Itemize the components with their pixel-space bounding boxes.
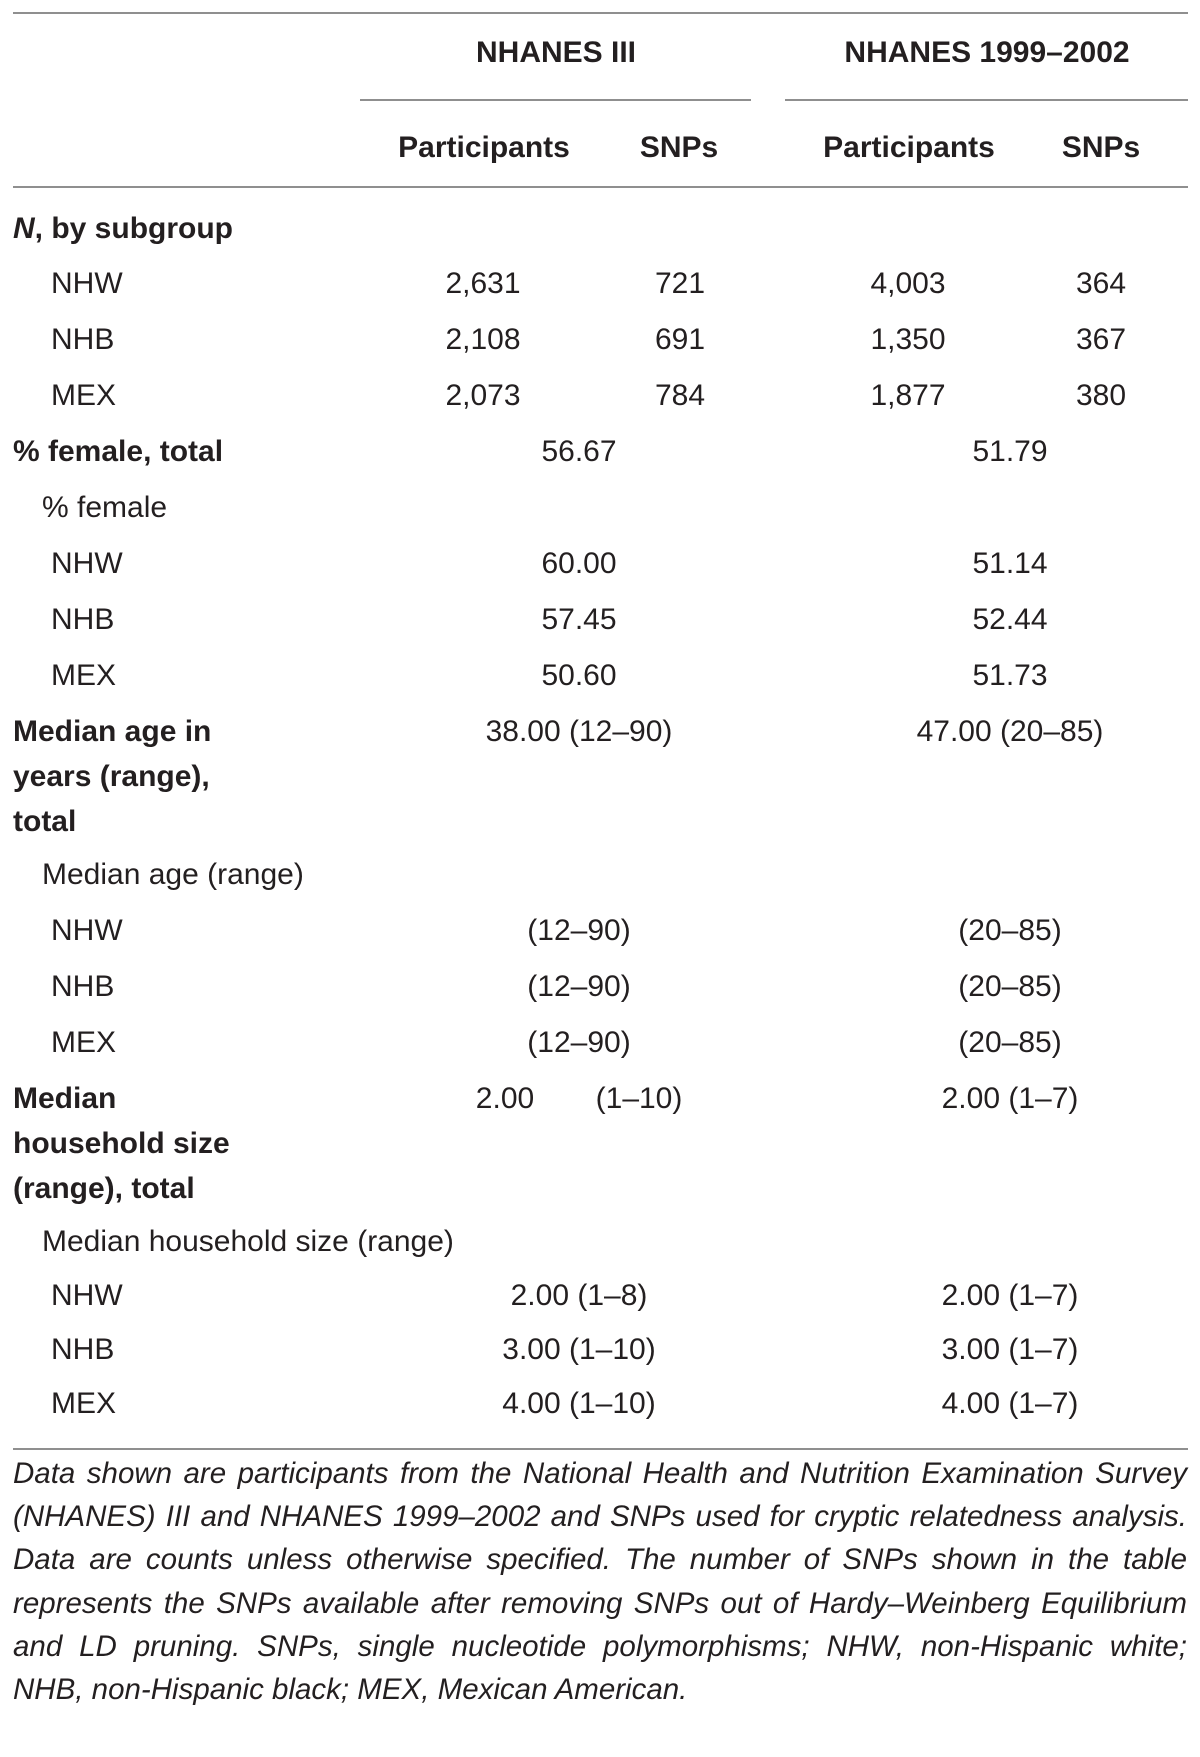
cell-participants-1: 2,108	[445, 323, 521, 356]
row-label: NHB	[51, 970, 115, 1003]
cell-participants-2: 1,350	[870, 323, 946, 356]
subsection-label-female: % female	[42, 491, 168, 524]
row-label: NHB	[51, 603, 115, 636]
section-label-household-line2: household size	[13, 1127, 230, 1160]
cell-nhanes-iii: (12–90)	[527, 970, 631, 1003]
section-label-median-age-line1: Median age in	[13, 715, 212, 748]
cell-snps-1: 691	[654, 323, 706, 356]
section-label-household-line1: Median	[13, 1082, 117, 1115]
cell-nhanes-1999-2002: 3.00 (1–7)	[941, 1333, 1079, 1366]
row-label: NHW	[51, 914, 123, 947]
cell-nhanes-1999-2002: (20–85)	[958, 970, 1062, 1003]
cell-nhanes-iii: 50.60	[541, 659, 617, 692]
cell-participants-1: 2,631	[445, 267, 521, 300]
row-label: NHW	[51, 547, 123, 580]
cell-snps-1: 784	[654, 379, 706, 412]
n-label-rest: , by subgroup	[34, 212, 233, 245]
subsection-label-household: Median household size (range)	[42, 1225, 454, 1258]
household-total-median-nhanes-iii: 2.00	[475, 1082, 535, 1115]
cell-nhanes-1999-2002: 2.00 (1–7)	[941, 1279, 1079, 1312]
group2-underline	[785, 99, 1188, 101]
column-group-nhanes-1999-2002: NHANES 1999–2002	[844, 36, 1130, 69]
row-label: NHB	[51, 1333, 115, 1366]
row-label: NHW	[51, 267, 123, 300]
bottom-rule	[13, 1448, 1188, 1450]
cell-nhanes-iii: (12–90)	[527, 914, 631, 947]
cell-nhanes-iii: 60.00	[541, 547, 617, 580]
cell-participants-2: 1,877	[870, 379, 946, 412]
column-header-participants-2: Participants	[823, 131, 995, 164]
household-total-nhanes-1999-2002: 2.00 (1–7)	[941, 1082, 1079, 1115]
female-total-nhanes-1999-2002: 51.79	[972, 435, 1048, 468]
table-footnote: Data shown are participants from the National Health and Nutrition Examination Survey (NHANES) III and NHANES 1999–2002 and SNPs used for cryptic relatedness analysis. Data are counts unless otherwise specified. The number of SNPs shown in the table represents the SNPs available after removing SNPs out of Hardy–Weinberg Equilibrium and LD pruning. SNPs, single nucleotide polymorphisms; NHW, non-Hispanic white; NHB, non-Hispanic black; MEX, Mexican American.	[13, 1457, 1187, 1707]
column-header-participants-1: Participants	[398, 131, 570, 164]
cell-nhanes-1999-2002: 51.14	[972, 547, 1048, 580]
group1-underline	[360, 99, 751, 101]
cell-nhanes-iii: 57.45	[541, 603, 617, 636]
n-italic: N	[13, 212, 35, 245]
cell-nhanes-1999-2002: (20–85)	[958, 1026, 1062, 1059]
column-group-nhanes-iii: NHANES III	[475, 36, 637, 69]
cell-snps-1: 721	[654, 267, 706, 300]
section-label-median-age-line2: years (range),	[13, 760, 210, 793]
cell-nhanes-1999-2002: 52.44	[972, 603, 1048, 636]
section-label-median-age-line3: total	[13, 805, 77, 838]
section-label-n-by-subgroup	[13, 212, 233, 246]
top-rule	[13, 12, 1188, 14]
row-label: MEX	[51, 379, 117, 412]
cell-nhanes-iii: 2.00 (1–8)	[510, 1279, 648, 1312]
row-label: MEX	[51, 1387, 117, 1420]
cell-nhanes-iii: 4.00 (1–10)	[502, 1387, 656, 1420]
median-age-total-nhanes-1999-2002: 47.00 (20–85)	[916, 715, 1104, 748]
cell-snps-2: 367	[1075, 323, 1127, 356]
cell-nhanes-iii: (12–90)	[527, 1026, 631, 1059]
cell-nhanes-1999-2002: (20–85)	[958, 914, 1062, 947]
cell-participants-1: 2,073	[445, 379, 521, 412]
column-header-snps-2: SNPs	[1061, 131, 1141, 164]
median-age-total-nhanes-iii: 38.00 (12–90)	[485, 715, 673, 748]
section-label-household-line3: (range), total	[13, 1172, 195, 1205]
row-label: MEX	[51, 1026, 117, 1059]
column-header-snps-1: SNPs	[639, 131, 719, 164]
female-total-nhanes-iii: 56.67	[541, 435, 617, 468]
household-total-range-nhanes-iii: (1–10)	[595, 1082, 683, 1115]
subsection-label-median-age: Median age (range)	[42, 858, 304, 891]
section-label-female-total: % female, total	[13, 435, 224, 468]
row-label: NHB	[51, 323, 115, 356]
header-rule	[13, 186, 1188, 188]
cell-snps-2: 364	[1075, 267, 1127, 300]
cell-nhanes-1999-2002: 51.73	[972, 659, 1048, 692]
row-label: NHW	[51, 1279, 123, 1312]
cell-nhanes-iii: 3.00 (1–10)	[502, 1333, 656, 1366]
row-label: MEX	[51, 659, 117, 692]
cell-nhanes-1999-2002: 4.00 (1–7)	[941, 1387, 1079, 1420]
cell-participants-2: 4,003	[870, 267, 946, 300]
cell-snps-2: 380	[1075, 379, 1127, 412]
